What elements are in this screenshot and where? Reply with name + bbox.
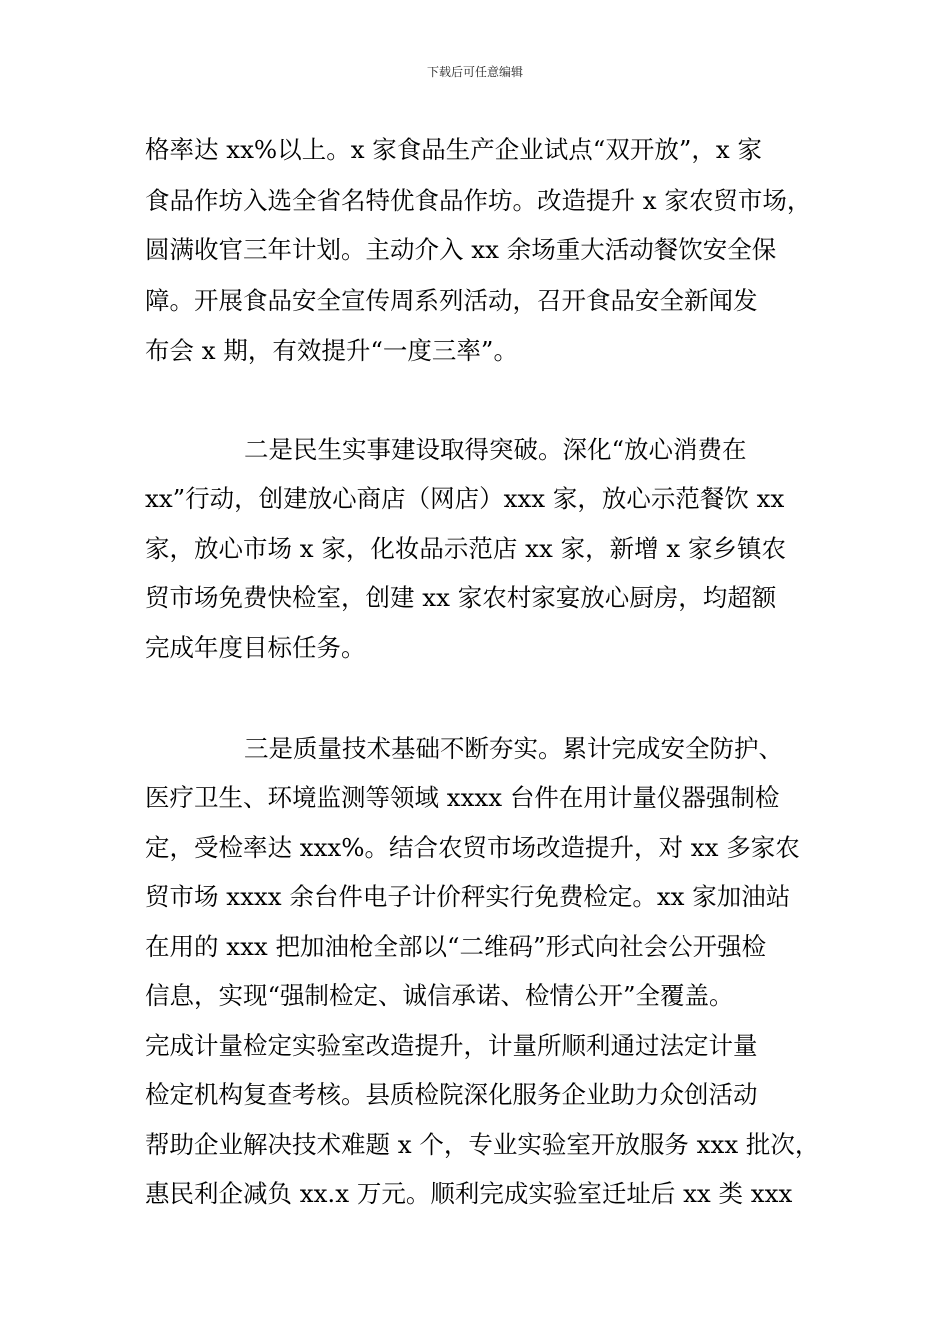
paragraph-3-line-1: 三是质量技术基础不断夯实。累计完成安全防护、 xyxy=(244,734,783,763)
paragraph-2-line-5: 完成年度目标任务。 xyxy=(145,633,366,662)
paragraph-2-line-3: 家，放心市场 x 家，化妆品示范店 xx 家，新增 x 家乡镇农 xyxy=(145,534,786,563)
paragraph-3-line-3: 定，受检率达 xxx%。结合农贸市场改造提升，对 xx 多家农 xyxy=(145,833,800,862)
paragraph-3-line-7: 完成计量检定实验室改造提升，计量所顺利通过法定计量 xyxy=(145,1031,758,1060)
paragraph-2-line-2: xx”行动，创建放心商店（网店）xxx 家，放心示范餐饮 xx xyxy=(145,484,785,513)
paragraph-3-line-4: 贸市场 xxxx 余台件电子计价秤实行免费检定。xx 家加油站 xyxy=(145,882,791,911)
paragraph-3-line-2: 医疗卫生、环境监测等领域 xxxx 台件在用计量仪器强制检 xyxy=(145,783,780,812)
page-header-note: 下载后可任意编辑 xyxy=(426,65,523,79)
paragraph-3-line-10: 惠民利企减负 xx.x 万元。顺利完成实验室迁址后 xx 类 xxx xyxy=(145,1179,793,1208)
paragraph-1-line-3: 圆满收官三年计划。主动介入 xx 余场重大活动餐饮安全保 xyxy=(145,235,777,264)
paragraph-1-line-2: 食品作坊入选全省名特优食品作坊。改造提升 x 家农贸市场， xyxy=(145,186,812,215)
paragraph-1-line-5: 布会 x 期，有效提升“一度三率”。 xyxy=(145,336,518,365)
paragraph-1-line-4: 障。开展食品安全宣传周系列活动，召开食品安全新闻发 xyxy=(145,286,758,315)
paragraph-1-line-1: 格率达 xx%以上。x 家食品生产企业试点“双开放”，x 家 xyxy=(145,135,762,164)
paragraph-2-line-4: 贸市场免费快检室，创建 xx 家农村家宴放心厨房，均超额 xyxy=(145,583,777,612)
paragraph-2-line-1: 二是民生实事建设取得突破。深化“放心消费在 xyxy=(244,435,747,464)
paragraph-3-line-8: 检定机构复查考核。县质检院深化服务企业助力众创活动 xyxy=(145,1080,758,1109)
paragraph-3-line-5: 在用的 xxx 把加油枪全部以“二维码”形式向社会公开强检 xyxy=(145,932,767,961)
paragraph-3-line-6: 信息，实现“强制检定、诚信承诺、检情公开”全覆盖。 xyxy=(145,981,734,1010)
paragraph-3-line-9: 帮助企业解决技术难题 x 个，专业实验室开放服务 xxx 批次， xyxy=(145,1130,820,1159)
